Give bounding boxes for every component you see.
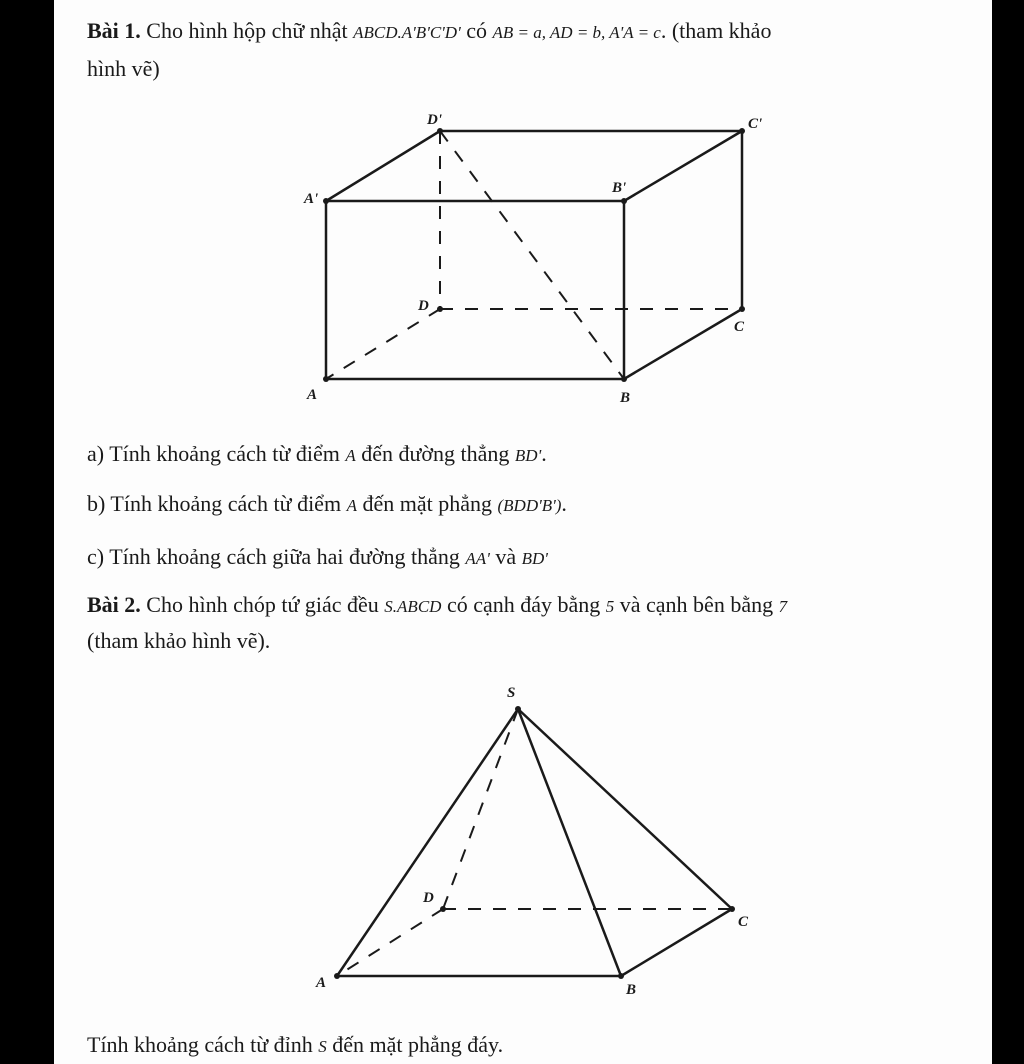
label-D: D: [418, 298, 429, 314]
problem1-intro-c: . (tham khảo: [660, 18, 772, 43]
question-a-mid: đến đường thẳng: [361, 441, 510, 466]
hidden-edge-SD: [443, 709, 518, 909]
label-A: A: [307, 387, 318, 403]
hidden-edge-DA: [337, 909, 443, 976]
base-edge-value: 5: [605, 597, 615, 616]
question-b-point: A: [346, 496, 357, 515]
problem1-intro-b: có: [466, 18, 487, 43]
hidden-diagonal-DpB: [440, 131, 627, 379]
question-a-end: .: [541, 441, 547, 466]
question-c-line2: BD': [521, 549, 548, 568]
label-A: A: [316, 975, 327, 991]
problem2-title: Bài 2.: [87, 592, 141, 617]
document-page: [54, 0, 992, 1064]
label-Ap: A': [304, 191, 319, 207]
edge-BC: [621, 909, 732, 976]
problem2-intro-line1: [87, 591, 787, 621]
edge-CpBp: [624, 131, 742, 201]
question-c-text: c) Tính khoảng cách giữa hai đường thẳng: [87, 544, 460, 569]
side-edge-value: 7: [778, 597, 788, 616]
problem2-question: [87, 1031, 503, 1061]
label-Cp: C': [748, 116, 763, 132]
problem2-intro-a: Cho hình chóp tứ giác đều: [146, 592, 379, 617]
label-Bp: B': [612, 180, 627, 196]
box-figure: [54, 0, 992, 420]
question-b-plane: (BDD'B'): [497, 496, 562, 515]
label-C: C: [734, 319, 745, 335]
question-b: [87, 490, 567, 520]
problem2-intro-b: có cạnh đáy bằng: [446, 592, 601, 617]
question-a-point: A: [345, 446, 356, 465]
problem2-question-a: Tính khoảng cách từ đỉnh: [87, 1032, 313, 1057]
question-a: [87, 440, 547, 470]
problem1-title: Bài 1.: [87, 18, 141, 43]
label-S: S: [507, 685, 516, 701]
edge-SA: [337, 709, 518, 976]
edge-DpAp: [326, 131, 440, 201]
label-Dp: D': [427, 112, 442, 128]
question-c-line1: AA': [465, 549, 490, 568]
question-b-end: .: [561, 491, 567, 516]
problem1-intro-a: Cho hình hộp chữ nhật: [146, 18, 348, 43]
hidden-edge-DA: [326, 309, 440, 379]
question-a-text: a) Tính khoảng cách từ điểm: [87, 441, 340, 466]
given-lengths: AB = a, AD = b, A'A = c: [492, 23, 661, 42]
pyramid-name: S.ABCD: [384, 597, 442, 616]
edge-SC: [518, 709, 732, 909]
edge-SB: [518, 709, 621, 976]
problem2-question-point: S: [318, 1037, 327, 1056]
question-c: [87, 543, 548, 573]
label-B: B: [620, 390, 631, 406]
question-a-line: BD': [514, 446, 542, 465]
problem2-intro-c: và cạnh bên bằng: [619, 592, 774, 617]
label-C: C: [738, 914, 749, 930]
box-name: ABCD.A'B'C'D': [353, 23, 461, 42]
question-b-mid: đến mặt phẳng: [362, 491, 492, 516]
question-b-text: b) Tính khoảng cách từ điểm: [87, 491, 342, 516]
problem2-question-b: đến mặt phẳng đáy.: [332, 1032, 504, 1057]
label-D: D: [423, 890, 434, 906]
problem1-intro-line2: hình vẽ): [87, 56, 160, 81]
edge-BC: [624, 309, 742, 379]
question-c-mid: và: [495, 544, 517, 569]
label-B: B: [626, 982, 637, 998]
problem2-intro-line2: (tham khảo hình vẽ).: [87, 628, 271, 653]
